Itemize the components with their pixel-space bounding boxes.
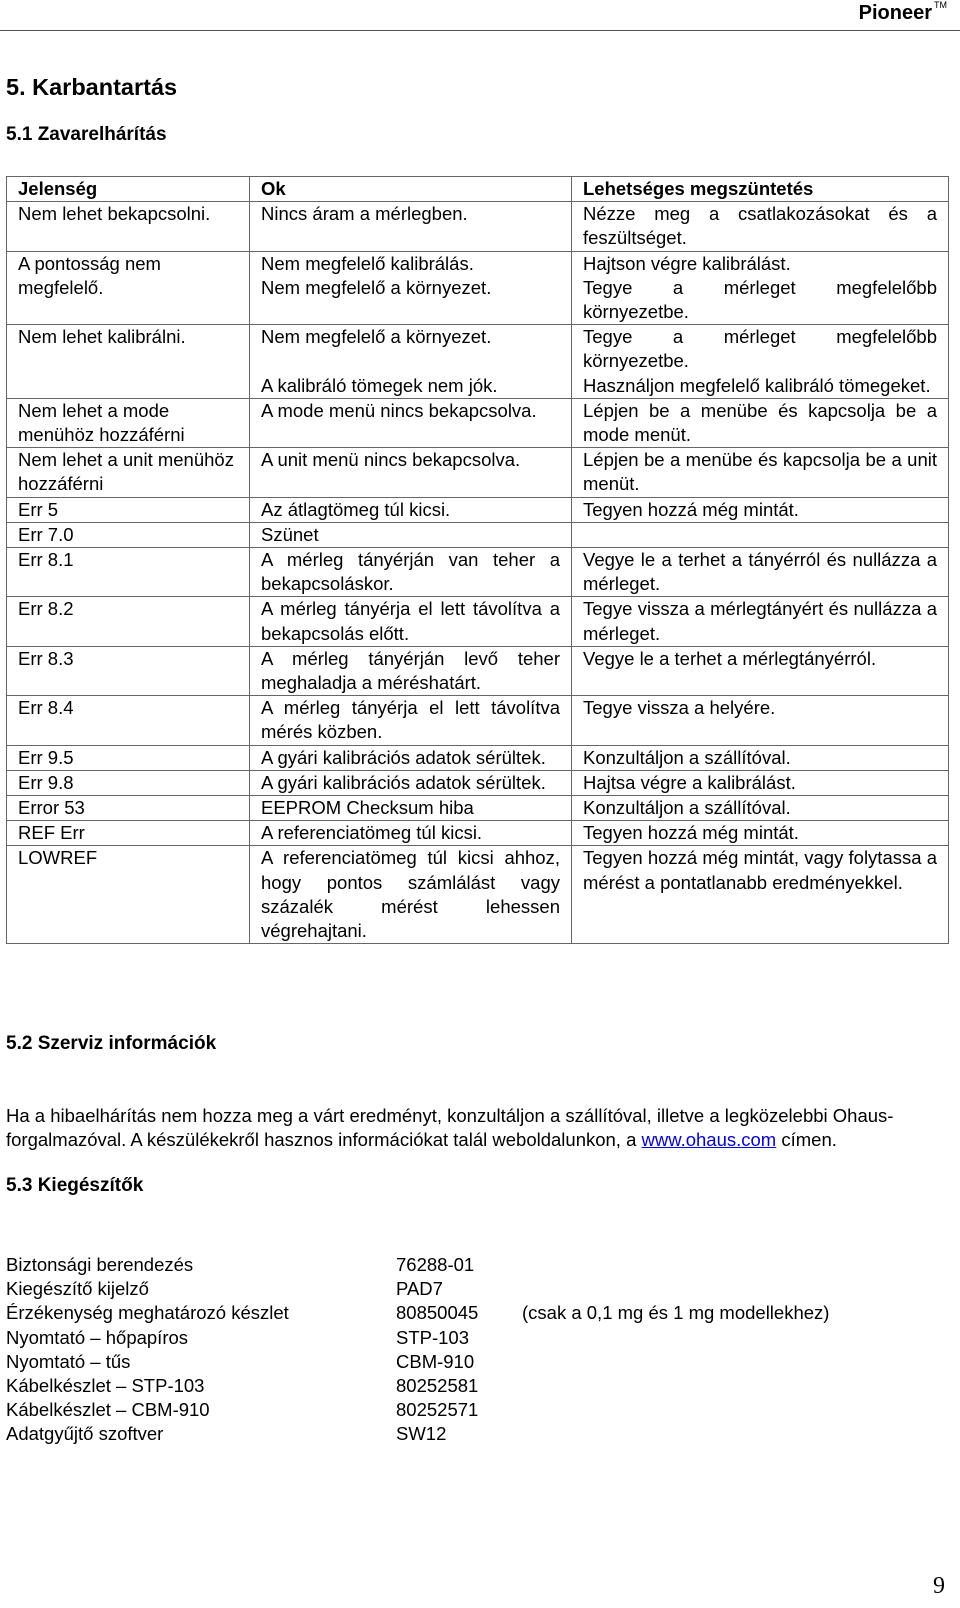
list-item bbox=[6, 1422, 946, 1446]
cell-text: Tegyen hozzá még mintát. bbox=[583, 822, 799, 844]
troubleshooting-table bbox=[6, 176, 949, 944]
cell-remedy bbox=[572, 745, 949, 770]
section-title: 5. Karbantartás bbox=[6, 74, 178, 100]
list-item bbox=[6, 1374, 946, 1398]
cell-remedy bbox=[572, 448, 949, 497]
cell-text: Nem lehet a mode menühöz hozzáférni bbox=[18, 399, 185, 446]
cell-text: A referenciatömeg túl kicsi. bbox=[261, 822, 483, 844]
table-row bbox=[7, 597, 949, 646]
cell-text: Szünet bbox=[261, 523, 319, 545]
cell-text: Err 8.4 bbox=[18, 697, 74, 719]
cell-text: Nem lehet bekapcsolni. bbox=[18, 203, 211, 225]
cell-text: A unit menü nincs bekapcsolva. bbox=[261, 449, 521, 471]
cell-text bbox=[583, 523, 937, 547]
cell-symptom bbox=[7, 398, 250, 447]
cell-text: A gyári kalibrációs adatok sérültek. bbox=[261, 746, 546, 768]
cell-remedy bbox=[572, 398, 949, 447]
cell-remedy bbox=[572, 696, 949, 745]
accessory-code: STP-103 bbox=[396, 1326, 470, 1348]
cell-text: Tegye a mérleget megfelelőbb környezetbe. bbox=[583, 276, 937, 323]
troubleshooting-title: 5.1 Zavarelhárítás bbox=[6, 124, 167, 145]
cell-remedy bbox=[572, 846, 949, 944]
cell-text: Az átlagtömeg túl kicsi. bbox=[261, 498, 451, 520]
cell-symptom bbox=[7, 251, 250, 325]
accessory-code: 80252571 bbox=[396, 1399, 479, 1421]
table-row bbox=[7, 325, 949, 399]
cell-cause bbox=[250, 522, 572, 547]
cell-text: Err 8.1 bbox=[18, 549, 74, 571]
table-row bbox=[7, 846, 949, 944]
cell-cause bbox=[250, 597, 572, 646]
service-text-end: címen. bbox=[776, 1129, 837, 1151]
cell-remedy bbox=[572, 597, 949, 646]
page-number: 9 bbox=[933, 1573, 945, 1599]
accessory-code: CBM-910 bbox=[396, 1350, 475, 1372]
service-text: Ha a hibaelhárítás nem hozza meg a várt eredményt, konzultáljon a szállítóval, illetve a legközelebbi Ohaus-forgalmazóval. A készülékekről hasznos információkat talál weboldalunkon, a bbox=[6, 1105, 894, 1151]
table-row bbox=[7, 821, 949, 846]
cell-text: Tegyen hozzá még mintát. bbox=[583, 498, 799, 520]
cell-symptom bbox=[7, 770, 250, 795]
accessory-name: Érzékenység meghatározó készlet bbox=[6, 1302, 289, 1324]
accessory-code: 76288-01 bbox=[396, 1254, 475, 1275]
cell-text: A kalibráló tömegek nem jók. bbox=[261, 374, 498, 396]
cell-text: LOWREF bbox=[18, 847, 98, 869]
cell-text: A referenciatömeg túl kicsi ahhoz, hogy pontos számlálást vagy százalék mérést lehessen végrehajtani. bbox=[261, 847, 560, 942]
cell-cause bbox=[250, 251, 572, 325]
list-item bbox=[6, 1326, 946, 1350]
cell-remedy bbox=[572, 202, 949, 251]
cell-cause bbox=[250, 745, 572, 770]
cell-symptom bbox=[7, 448, 250, 497]
cell-text: Vegye le a terhet a tányérról és nullázza a mérleget. bbox=[583, 549, 937, 595]
list-item bbox=[6, 1398, 946, 1422]
cell-cause bbox=[250, 548, 572, 597]
cell-symptom bbox=[7, 325, 250, 399]
cell-cause bbox=[250, 325, 572, 399]
accessory-note: (csak a 0,1 mg és 1 mg modellekhez) bbox=[522, 1302, 830, 1324]
cell-text: Vegye le a terhet a mérlegtányérról. bbox=[583, 647, 877, 669]
cell-cause bbox=[250, 646, 572, 695]
cell-text: Tegyen hozzá még mintát, vagy folytassa a mérést a pontatlanabb eredményekkel. bbox=[583, 847, 937, 893]
cell-cause bbox=[250, 448, 572, 497]
cell-remedy bbox=[572, 522, 949, 547]
table-header-row bbox=[7, 177, 949, 202]
cell-text: Err 8.3 bbox=[18, 647, 74, 669]
accessory-code: SW12 bbox=[396, 1423, 447, 1445]
accessory-name: Adatgyűjtő szoftver bbox=[6, 1423, 164, 1445]
cell-text: Nem megfelelő a környezet. bbox=[261, 326, 492, 348]
table-row bbox=[7, 251, 949, 325]
column-header-symptom: Jelenség bbox=[7, 177, 250, 202]
cell-text: Nem megfelelő kalibrálás. bbox=[261, 252, 474, 274]
table-row bbox=[7, 398, 949, 447]
list-item bbox=[6, 1277, 946, 1301]
header-rule bbox=[0, 30, 960, 31]
cell-text: Lépjen be a menübe és kapcsolja be a unit menüt. bbox=[583, 449, 937, 495]
cell-text: Err 7.0 bbox=[18, 523, 74, 545]
cell-symptom bbox=[7, 696, 250, 745]
cell-symptom bbox=[7, 846, 250, 944]
brand-name: Pioneer bbox=[858, 2, 932, 24]
column-header-cause: Ok bbox=[250, 177, 572, 202]
accessory-name: Nyomtató – tűs bbox=[6, 1350, 131, 1372]
cell-text: Err 5 bbox=[18, 498, 59, 520]
accessory-code: 80252581 bbox=[396, 1374, 479, 1396]
cell-remedy bbox=[572, 646, 949, 695]
cell-symptom bbox=[7, 497, 250, 522]
cell-remedy bbox=[572, 796, 949, 821]
cell-text: Hajtsa végre a kalibrálást. bbox=[583, 771, 796, 793]
trademark-mark: TM bbox=[934, 0, 947, 10]
table-row bbox=[7, 696, 949, 745]
accessory-note bbox=[522, 1326, 946, 1350]
cell-text: Használjon megfelelő kalibráló tömegeket. bbox=[583, 374, 931, 396]
cell-remedy bbox=[572, 821, 949, 846]
cell-cause bbox=[250, 696, 572, 745]
cell-text: Err 9.8 bbox=[18, 771, 74, 793]
cell-text bbox=[261, 349, 560, 373]
cell-text: A gyári kalibrációs adatok sérültek. bbox=[261, 771, 546, 793]
cell-text: Tegye a mérleget megfelelőbb környezetbe. bbox=[583, 326, 937, 372]
cell-text: Lépjen be a menübe és kapcsolja be a mode menüt. bbox=[583, 399, 937, 446]
accessory-name: Kábelkészlet – CBM-910 bbox=[6, 1399, 210, 1421]
cell-text: Konzultáljon a szállítóval. bbox=[583, 797, 791, 819]
cell-text: A mérleg tányérja el lett távolítva a bekapcsolás előtt. bbox=[261, 598, 560, 644]
cell-cause bbox=[250, 770, 572, 795]
cell-text: Hajtson végre kalibrálást. bbox=[583, 252, 791, 274]
cell-cause bbox=[250, 398, 572, 447]
accessory-code: PAD7 bbox=[396, 1278, 443, 1300]
accessories-list bbox=[6, 1253, 946, 1447]
accessory-note bbox=[522, 1374, 946, 1398]
cell-text: Konzultáljon a szállítóval. bbox=[583, 746, 791, 768]
list-item bbox=[6, 1301, 946, 1325]
cell-symptom bbox=[7, 821, 250, 846]
cell-symptom bbox=[7, 202, 250, 251]
cell-remedy bbox=[572, 251, 949, 325]
accessory-note bbox=[522, 1277, 946, 1301]
cell-remedy bbox=[572, 325, 949, 399]
cell-text: A mérleg tányérján levő teher meghaladja a méréshatárt. bbox=[261, 647, 560, 694]
accessory-name: Nyomtató – hőpapíros bbox=[6, 1326, 189, 1348]
cell-cause bbox=[250, 497, 572, 522]
website-link[interactable]: www.ohaus.com bbox=[641, 1129, 777, 1151]
cell-remedy bbox=[572, 548, 949, 597]
cell-text: EEPROM Checksum hiba bbox=[261, 797, 474, 819]
service-title: 5.2 Szerviz információk bbox=[6, 1033, 217, 1054]
cell-symptom bbox=[7, 796, 250, 821]
accessory-code: 80850045 bbox=[396, 1302, 479, 1324]
cell-remedy bbox=[572, 770, 949, 795]
cell-text: Nem megfelelő a környezet. bbox=[261, 276, 492, 298]
list-item bbox=[6, 1253, 946, 1277]
accessory-note bbox=[522, 1253, 946, 1277]
cell-text: Nem lehet a unit menühöz hozzáférni bbox=[18, 449, 234, 495]
table-row bbox=[7, 448, 949, 497]
cell-text: Tegye vissza a helyére. bbox=[583, 697, 776, 719]
accessory-note bbox=[522, 1398, 946, 1422]
cell-text: Err 8.2 bbox=[18, 598, 74, 620]
brand-logo bbox=[859, 2, 947, 25]
cell-text: A pontosság nem megfelelő. bbox=[18, 252, 161, 298]
cell-text: REF Err bbox=[18, 822, 85, 844]
accessories-title: 5.3 Kiegészítők bbox=[6, 1175, 144, 1196]
cell-text: Error 53 bbox=[18, 797, 85, 819]
cell-text: Nézze meg a csatlakozásokat és a feszültséget. bbox=[583, 203, 937, 249]
accessory-note bbox=[522, 1350, 946, 1374]
table-row bbox=[7, 497, 949, 522]
cell-text: A mérleg tányérján van teher a bekapcsoláskor. bbox=[261, 549, 560, 595]
cell-symptom bbox=[7, 548, 250, 597]
cell-symptom bbox=[7, 597, 250, 646]
table-body bbox=[7, 202, 949, 944]
cell-text: Tegye vissza a mérlegtányért és nullázza a mérleget. bbox=[583, 598, 937, 644]
cell-text: A mérleg tányérja el lett távolítva mérés közben. bbox=[261, 697, 560, 743]
column-header-remedy: Lehetséges megszüntetés bbox=[572, 177, 949, 202]
cell-text: Err 9.5 bbox=[18, 746, 74, 768]
cell-text: A mode menü nincs bekapcsolva. bbox=[261, 399, 537, 421]
accessory-name: Kiegészítő kijelző bbox=[6, 1278, 149, 1300]
table-row bbox=[7, 770, 949, 795]
accessory-note bbox=[522, 1422, 946, 1446]
table-row bbox=[7, 202, 949, 251]
accessory-name: Kábelkészlet – STP-103 bbox=[6, 1374, 205, 1396]
table-row bbox=[7, 548, 949, 597]
cell-symptom bbox=[7, 646, 250, 695]
cell-remedy bbox=[572, 497, 949, 522]
cell-cause bbox=[250, 821, 572, 846]
cell-symptom bbox=[7, 522, 250, 547]
cell-cause bbox=[250, 202, 572, 251]
cell-text: Nincs áram a mérlegben. bbox=[261, 203, 468, 225]
cell-text: Nem lehet kalibrálni. bbox=[18, 326, 186, 348]
service-paragraph bbox=[6, 1104, 952, 1152]
table-row bbox=[7, 745, 949, 770]
cell-cause bbox=[250, 796, 572, 821]
table-row bbox=[7, 522, 949, 547]
table-row bbox=[7, 796, 949, 821]
table-row bbox=[7, 646, 949, 695]
accessory-name: Biztonsági berendezés bbox=[6, 1254, 194, 1275]
list-item bbox=[6, 1350, 946, 1374]
cell-symptom bbox=[7, 745, 250, 770]
cell-cause bbox=[250, 846, 572, 944]
